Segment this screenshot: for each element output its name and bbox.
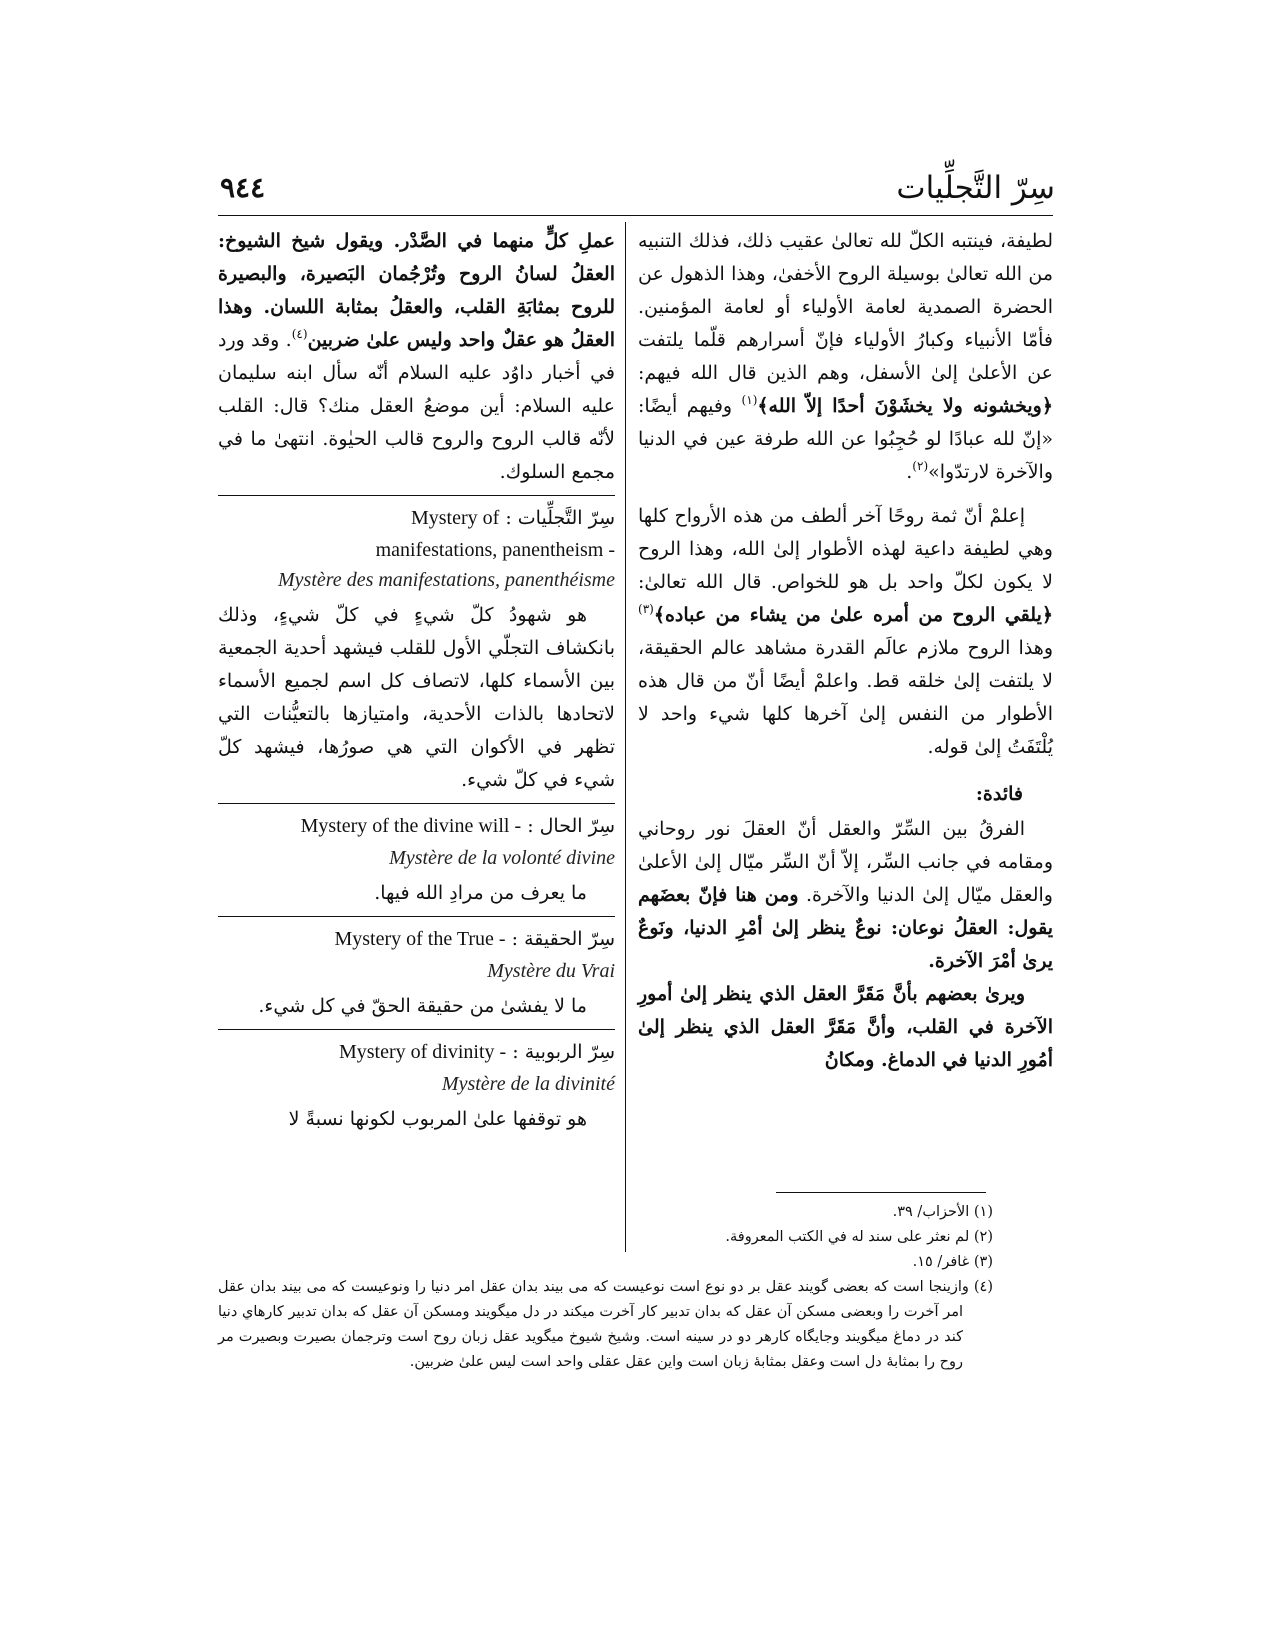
footnote-1: (١) الأحزاب/ ٣٩. bbox=[892, 1204, 993, 1220]
text-run: ومن هنا فإنّ بعضَهم يقول: العقلُ نوعان: نوعٌ ينظر إلىٰ أمْرِ الدنيا، ونَوعٌ يرىٰ أمْرَ الآخرة. bbox=[638, 884, 1053, 972]
glossary-entry-rububiyya bbox=[218, 1036, 615, 1136]
right-paragraph-1 bbox=[638, 225, 1053, 489]
entry-definition: هو شهودُ كلّ شيءٍ في كلّ شيءٍ، وذلك بانكشاف التجلّي الأول للقلب فيشهد أحدية الجمعية بين الأسماء كلها، لاتصاف كل اسم لجميع الأسماء لاتحادها بالذات الأحدية، وامتيازها بالتعيُّنات التي تظهر في الأكوان التي هي صورُها، فيشهد كلّ شيء في كلّ شيء. bbox=[218, 604, 615, 791]
entry-arabic-term: سِرّ الربوبية : bbox=[512, 1041, 615, 1063]
text-run: . bbox=[906, 461, 913, 483]
entry-divider bbox=[218, 916, 615, 917]
left-intro-paragraph bbox=[218, 225, 615, 489]
column-divider bbox=[625, 222, 626, 1252]
entry-french-term: Mystère de la divinité bbox=[441, 1073, 615, 1095]
text-run: ﴿ويخشونه ولا يخشَوْنَ أحدًا إلاّ الله﴾ bbox=[757, 395, 1053, 417]
glossary-entry-haqiqa bbox=[218, 923, 615, 1023]
right-column bbox=[638, 225, 1053, 1077]
text-run: ﴿يلقي الروح من أمره علىٰ من يشاء من عباده﴾ bbox=[653, 604, 1053, 626]
entry-divider bbox=[218, 1029, 615, 1030]
entry-heading bbox=[218, 810, 615, 843]
footnote-rule bbox=[776, 1192, 986, 1193]
entry-english-term: Mystery of bbox=[410, 507, 500, 529]
footnote-3: (٣) غافر/ ١٥. bbox=[912, 1254, 993, 1270]
glossary-entry-hal bbox=[218, 810, 615, 910]
text-run: إعلمْ أنّ ثمة روحًا آخر ألطف من هذه الأرواح كلها وهي لطيفة داعية لهذه الأطوار إلىٰ الله، وهذا الروح لا يكون لكلّ واحد بل هو للخواص. قال الله تعالىٰ: bbox=[638, 505, 1053, 593]
entry-french-term: Mystère de la volonté divine bbox=[389, 847, 615, 869]
entry-heading bbox=[218, 1036, 615, 1069]
header-rule bbox=[218, 215, 1053, 216]
entry-divider bbox=[218, 495, 615, 496]
text-run: وهذا الروح ملازم عالَم القدرة مشاهد عالم الحقيقة، لا يلتفت إلىٰ خلقه قط. واعلمْ أيضًا أنّ من قال هذه الأطوار من النفس إلىٰ آخرها كلها شيء واحد لا يُلْتَفَتُ إلىٰ قوله. bbox=[638, 637, 1053, 758]
footnote-marker: (٢) bbox=[912, 459, 929, 473]
text-run: عملِ كلٍّ منهما في الصَّدْر. ويقول شيخ الشيوخ: العقلُ لسانُ الروح وتُرْجُمان البَصيرة، والبصيرة للروح بمثابَةِ القلب، والعقلُ بمثابة اللسان. وهذا العقلُ هو عقلٌ واحد وليس علىٰ ضربين bbox=[218, 230, 615, 351]
entry-heading bbox=[218, 923, 615, 956]
text-run: ويرىٰ بعضهم بأنَّ مَقَرَّ العقل الذي ينظر إلىٰ أمورِ الآخرة في القلب، وأنَّ مَقَرَّ العقل الذي ينظر إلىٰ أمُورِ الدنيا في الدماغ. ومكانُ bbox=[638, 983, 1053, 1071]
running-header-title: سِرّ التَّجلِّيات bbox=[896, 170, 1055, 206]
footnote-marker: (١) bbox=[741, 393, 758, 407]
entry-definition: ما لا يفشىٰ من حقيقة الحقّ في كل شيء. bbox=[258, 995, 587, 1017]
footnote-marker: (٣) bbox=[638, 602, 654, 616]
entry-english-term: Mystery of the True - bbox=[334, 928, 506, 950]
faida-paragraph-2 bbox=[638, 978, 1053, 1077]
entry-arabic-term: سِرّ التَّجلِّيات : bbox=[505, 507, 615, 529]
text-run: وفيهم أيضًا: «إنّ لله عبادًا لو حُجِبُوا عن الله طرفة عين في الدنيا والآخرة لارتدّوا» bbox=[638, 395, 1053, 483]
entry-arabic-term: سِرّ الحال : bbox=[527, 815, 615, 837]
glossary-entry-tajalliyat bbox=[218, 502, 615, 797]
left-column bbox=[218, 225, 615, 1136]
entry-definition: هو توقفها علىٰ المربوب لكونها نسبةً لا bbox=[288, 1108, 587, 1130]
entry-english-term: Mystery of the divine will - bbox=[300, 815, 522, 837]
text-run: لطيفة، فينتبه الكلّ لله تعالىٰ عقيب ذلك، فذلك التنبيه من الله تعالىٰ بوسيلة الروح الأخفىٰ، وهذا الذهول عن الحضرة الصمدية لعامة الأولياء أو لعامة المؤمنين. فأمّا الأنبياء وكبارُ الأولياء فإنّ أسرارهم قلّما يلتفت عن الأعلىٰ إلىٰ الأسفل، وهم الذين قال الله فيهم: bbox=[638, 230, 1053, 384]
text-run: . وقد ورد في أخبار داوُد عليه السلام أنّه سأل ابنه سليمان عليه السلام: أين موضعُ العقل منك؟ قال: القلب لأنّه قالب الروح والروح قالب الحيٰوة. انتهىٰ ما في مجمع السلوك. bbox=[218, 329, 615, 483]
footnote-4: (٤) وازينجا است كه بعضى گويند عقل بر دو نوع است نوعيست كه مى بيند بدان عقل امر دنيا را ونوعيست كه مى بيند بدان عقل امر آخرت را وبعضى مسكن آن عقل كه بدان تدبير كار آخرت ميكند در دل ميگويند ومسكن آن عقل كه بدان تدبير كارهاي دنيا كند در دماغ ميگويند وجايگاه كارهر دو در سينه است. وشيخ شيوخ ميگويد عقل زبان روح است وترجمان بصيرت وبصيرت مر روح را بمثابهٔ دل است وعقل بمثابهٔ زبان است واين عقل عقلى واحد است ليس علىٰ ضربين. bbox=[218, 1279, 993, 1370]
entry-definition: ما يعرف من مرادِ الله فيها. bbox=[374, 882, 587, 904]
entry-heading bbox=[218, 502, 615, 535]
entry-french-term: Mystère des manifestations, panenthéisme bbox=[278, 569, 615, 591]
entry-english-term-continued: manifestations, panentheism - bbox=[375, 539, 615, 561]
entry-arabic-term: سِرّ الحقيقة : bbox=[511, 928, 615, 950]
right-paragraph-2 bbox=[638, 500, 1053, 764]
faida-paragraph-1 bbox=[638, 813, 1053, 978]
footnote-marker: (٤) bbox=[291, 327, 308, 341]
footnote-2: (٢) لم نعثر على سند له في الكتب المعروفة. bbox=[725, 1229, 993, 1245]
footnotes bbox=[218, 1200, 993, 1375]
text-run: الفرقُ بين السِّرّ والعقل أنّ العقلَ نور روحاني ومقامه في جانب السِّر، إلاّ أنّ السِّر ميّال إلىٰ الأعلىٰ والعقل ميّال إلىٰ الدنيا والآخرة. bbox=[638, 818, 1053, 906]
page-number: ٩٤٤ bbox=[220, 171, 266, 204]
entry-divider bbox=[218, 803, 615, 804]
entry-english-term: Mystery of divinity - bbox=[338, 1041, 507, 1063]
faida-heading: فائدة: bbox=[975, 783, 1023, 805]
entry-french-term: Mystère du Vrai bbox=[487, 960, 615, 982]
